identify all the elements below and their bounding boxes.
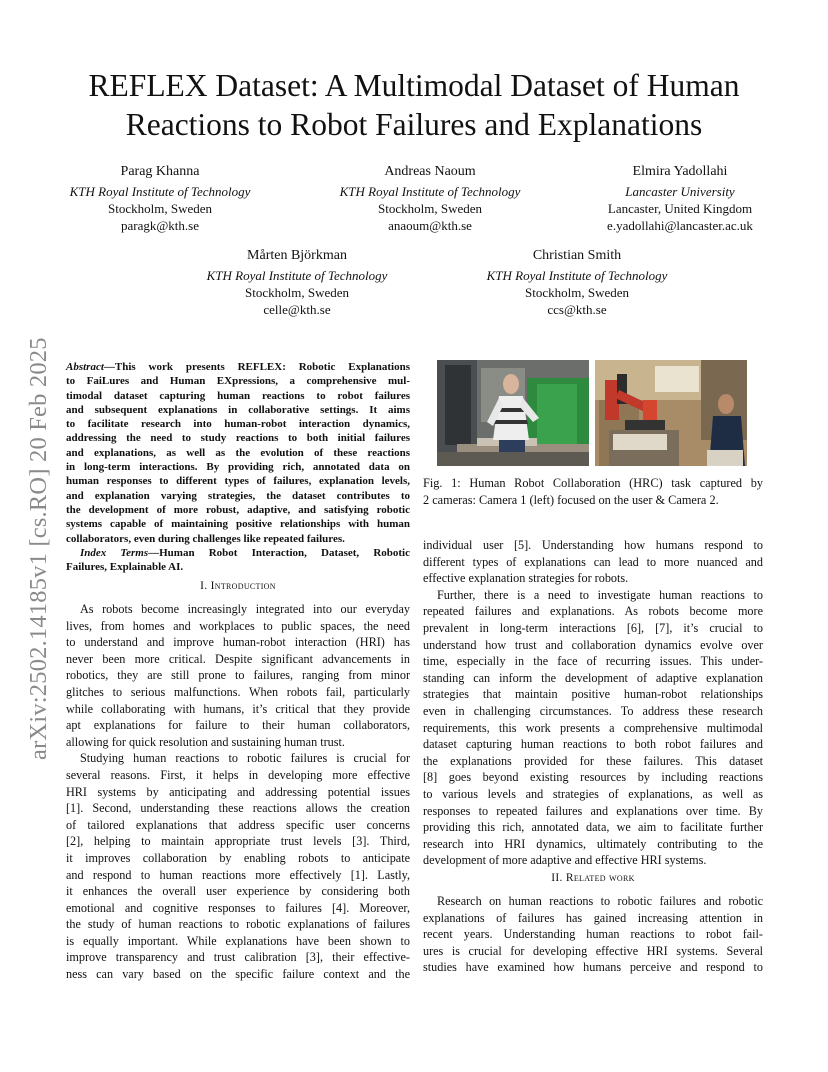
text-line: time, especially in the face of recurring issues. This under- bbox=[423, 654, 763, 669]
abstract bbox=[66, 360, 410, 574]
text-line: development of more adaptive and effective HRI systems. bbox=[423, 853, 707, 868]
author-location: Lancaster, United Kingdom bbox=[607, 201, 753, 216]
index-terms-line: Failures, Explainable AI. bbox=[66, 561, 184, 574]
text-line: requirements, this work presents a comprehensive multimodal bbox=[423, 720, 763, 735]
right-column-body bbox=[423, 537, 763, 869]
text-line: standing can inform the development of adaptive explanation bbox=[423, 670, 763, 685]
abstract-line: and explanations, as well as the evolution of these reactions bbox=[66, 446, 410, 459]
text-line: research into HRI dynamics, ultimately contributing to the bbox=[423, 836, 763, 851]
text-line: lives, from homes and workplaces to public spaces, the need bbox=[66, 618, 410, 633]
abstract-line: addressing the need to study reactions to both initial failures bbox=[66, 432, 410, 445]
text-line: [1]. Second, understanding these reactions allows the creation bbox=[66, 801, 410, 816]
text-line: providing this rich, annotated data, we aim to facilitate further bbox=[423, 820, 763, 835]
text-line: glitches to serious malfunctions. When robots fail, particularly bbox=[66, 684, 410, 699]
text-line: HRI systems by anticipating and addressing potential issues bbox=[66, 784, 410, 799]
caption-line: 2 cameras: Camera 1 (left) focused on the user & Camera 2. bbox=[423, 493, 719, 507]
paragraph bbox=[66, 601, 410, 750]
camera-1-image bbox=[437, 360, 589, 466]
text-line: emotional and cognitive responses to failures [4]. Moreover, bbox=[66, 900, 410, 915]
text-line: improve transparency and trust calibration [3], their effective- bbox=[66, 950, 410, 965]
paper-title-line-1: REFLEX Dataset: A Multimodal Dataset of Human bbox=[88, 68, 740, 103]
abstract-line: timodal dataset capturing human reactions to robot failures bbox=[66, 389, 410, 402]
abstract-line: collaborators, even during challenges like repeated failures. bbox=[66, 532, 345, 545]
text-line: of tailored explanations that address specific user concerns bbox=[66, 817, 410, 832]
author-affiliation: KTH Royal Institute of Technology bbox=[486, 268, 668, 283]
index-terms-line: Index Terms—Human Robot Interaction, Dataset, Robotic bbox=[80, 546, 410, 559]
author-name: Parag Khanna bbox=[120, 164, 200, 179]
author-name: Elmira Yadollahi bbox=[632, 164, 728, 179]
text-line: and respond to human reactions more effectively [1]. Lastly, bbox=[66, 867, 410, 882]
author-block bbox=[477, 247, 677, 318]
abstract-line: systems capable of maintaining positive relationships with human bbox=[66, 518, 410, 531]
text-line: to understand and improve human-robot interaction (HRI) has bbox=[66, 635, 410, 650]
author-email: ccs@kth.se bbox=[547, 302, 607, 317]
paragraph bbox=[423, 587, 763, 869]
text-line: explanations of failures has gained increasing attention in bbox=[423, 910, 763, 925]
paragraph bbox=[423, 893, 763, 976]
text-line: apt explanations for failure to their human collaborators, bbox=[66, 718, 410, 733]
text-line: studies have examined how humans perceive and respond to bbox=[423, 960, 763, 975]
abstract-line: human responses to different types of failures, explanation levels, bbox=[66, 475, 410, 488]
text-line: never been more critical. Despite significant advancements in bbox=[66, 651, 410, 666]
right-column-body-2 bbox=[423, 893, 763, 976]
text-line: ness can vary based on the specific failure context and the bbox=[66, 967, 410, 982]
left-column-body bbox=[66, 601, 410, 983]
text-line: different types of explanations can lead to more nuanced and bbox=[423, 554, 763, 569]
text-line: several reasons. First, it helps in developing more effective bbox=[66, 767, 410, 782]
text-line: ures is crucial for developing effective HRI systems. Several bbox=[423, 943, 763, 958]
abstract-line: the development of more robust, adaptive, and satisfying robotic bbox=[66, 503, 410, 516]
text-line: it improves collaboration by enabling robots to anticipate bbox=[66, 850, 410, 865]
text-line: strategies that maintain positive human-robot relationships bbox=[423, 687, 763, 702]
author-name: Andreas Naoum bbox=[384, 164, 476, 179]
paragraph bbox=[66, 750, 410, 982]
abstract-label: Abstract bbox=[66, 361, 104, 373]
text-line: prevalent in long-term interactions [6], [7], it’s crucial to bbox=[423, 620, 763, 635]
author-block bbox=[60, 163, 260, 234]
text-line: robotics, they are still prone to failures, ranging from minor bbox=[66, 668, 410, 683]
camera-2-image bbox=[595, 360, 747, 466]
arxiv-id: arXiv:2502.14185v1 [cs.RO] 20 Feb 2025 bbox=[25, 337, 52, 760]
text-line: As robots become increasingly integrated into our everyday bbox=[80, 602, 410, 616]
text-line: Studying human reactions to robotic failures is crucial for bbox=[80, 751, 410, 766]
author-location: Stockholm, Sweden bbox=[378, 201, 482, 216]
text-line: responses to repeated failures and explanations over time. By bbox=[423, 803, 763, 818]
camera-2-photo bbox=[595, 360, 747, 466]
text-line: [2], helping to maintain appropriate trust levels [3]. Third, bbox=[66, 834, 410, 849]
author-affiliation: KTH Royal Institute of Technology bbox=[339, 184, 521, 199]
abstract-line: and explanation varying strategies, the dataset contributes to bbox=[66, 489, 410, 502]
text-line: it enhances the overall user experience by considering both bbox=[66, 884, 410, 899]
text-line: repeated failures and explanations. As robots become more bbox=[423, 604, 763, 619]
author-block bbox=[197, 247, 397, 318]
text-line: the study of human reactions to robotic explanations of failures bbox=[66, 917, 410, 932]
text-line: understand how trust and collaboration dynamics evolve over bbox=[423, 637, 763, 652]
figure-1 bbox=[437, 360, 747, 466]
abstract-line: in long-term interactions. By providing rich, annotated data on bbox=[66, 461, 410, 474]
paper-title-line-2: Reactions to Robot Failures and Explanations bbox=[125, 107, 703, 142]
text-line: individual user [5]. Understanding how humans respond to bbox=[423, 538, 763, 552]
author-name: Christian Smith bbox=[532, 248, 622, 263]
author-affiliation: KTH Royal Institute of Technology bbox=[69, 184, 251, 199]
camera-1-photo bbox=[437, 360, 589, 466]
abstract-line: to FaiLures and Human EXpressions, a comprehensive mul- bbox=[66, 375, 410, 388]
text-line: allowing for quick resolution and sustaining human trust. bbox=[66, 734, 345, 749]
text-line: Research on human reactions to robotic failures and robotic bbox=[437, 894, 763, 908]
text-line: to various levels and strategies of explanations, as well as bbox=[423, 786, 763, 801]
text-line: even in challenging circumstances. To address these research bbox=[423, 703, 763, 718]
author-block bbox=[329, 163, 531, 234]
author-email: celle@kth.se bbox=[263, 302, 331, 317]
text-line: the explanations provided for these failures. This dataset bbox=[423, 753, 763, 768]
text-line: is equally important. While explanations have been shown to bbox=[66, 933, 410, 948]
author-location: Stockholm, Sweden bbox=[108, 201, 212, 216]
abstract-line: to facilitate research into human-robot interaction dynamics, bbox=[66, 418, 410, 431]
author-affiliation: Lancaster University bbox=[625, 184, 735, 199]
caption-line: Fig. 1: Human Robot Collaboration (HRC) task captured by bbox=[423, 476, 763, 490]
author-email: paragk@kth.se bbox=[120, 218, 200, 233]
figure-1-caption bbox=[423, 475, 763, 509]
author-affiliation: KTH Royal Institute of Technology bbox=[206, 268, 388, 283]
text-line: while collaborating with humans, it’s critical that they provide bbox=[66, 701, 410, 716]
index-terms-label: Index Terms bbox=[80, 546, 149, 559]
author-location: Stockholm, Sweden bbox=[245, 285, 349, 300]
author-location: Stockholm, Sweden bbox=[525, 285, 629, 300]
text-line: [8] goes beyond existing resources by including reactions bbox=[423, 770, 763, 785]
abstract-line: Abstract—This work presents REFLEX: Robotic Explanations bbox=[66, 361, 410, 373]
text-line: Further, there is a need to investigate human reactions to bbox=[437, 587, 763, 602]
text-line: recent years. Understanding human reactions to robot fail- bbox=[423, 927, 763, 942]
paragraph bbox=[423, 537, 763, 587]
abstract-line: and subsequent explanations in collaborative settings. It aims bbox=[66, 403, 410, 416]
author-name: Mårten Björkman bbox=[247, 248, 347, 263]
text-line: dataset capturing human reactions to both robot failures and bbox=[423, 737, 763, 752]
author-block bbox=[598, 163, 762, 234]
section-heading: II. Related work bbox=[551, 872, 635, 884]
author-email: anaoum@kth.se bbox=[388, 218, 472, 233]
text-line: effective explanation strategies for robots. bbox=[423, 571, 629, 586]
section-heading: I. Introduction bbox=[200, 580, 276, 592]
author-email: e.yadollahi@lancaster.ac.uk bbox=[607, 218, 753, 233]
